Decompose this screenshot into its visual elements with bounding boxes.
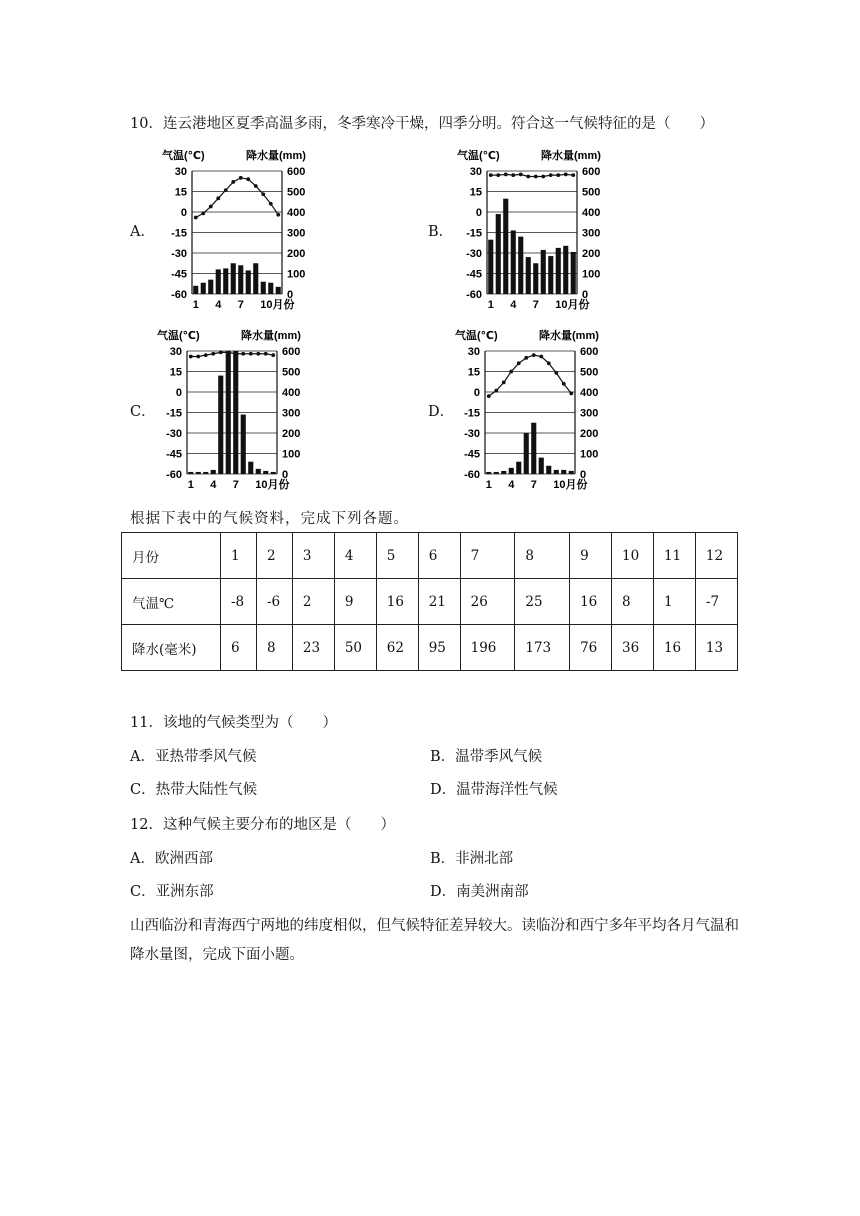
right-tick-label: 600: [582, 166, 601, 178]
left-tick-label: -30: [166, 428, 182, 440]
table-cell: 173: [515, 625, 570, 671]
table-cell: 26: [460, 579, 515, 625]
right-tick-label: 300: [580, 407, 599, 420]
x-tick-label: 1: [192, 299, 199, 311]
table-row-header: 降水(毫米): [122, 625, 221, 671]
x-tick-label: 10月份: [260, 299, 295, 311]
left-tick-label: 30: [174, 166, 187, 178]
table-cell: 1: [653, 579, 695, 625]
precipitation-bar: [223, 268, 228, 294]
right-axis-title: 降水量(mm): [246, 150, 306, 162]
table-cell: 6: [418, 533, 460, 579]
temperature-point: [502, 381, 506, 385]
x-tick-label: 7: [532, 299, 539, 311]
left-tick-label: 30: [169, 346, 182, 358]
temperature-point: [194, 216, 198, 220]
climate-chart-d: [453, 326, 603, 496]
precipitation-bar: [261, 282, 266, 294]
question-12-stem: 12．这种气候主要分布的地区是（ ）: [130, 817, 395, 833]
left-tick-label: -30: [464, 428, 480, 440]
temperature-point: [526, 175, 530, 179]
right-tick-label: 100: [287, 268, 306, 281]
right-tick-label: 0: [282, 469, 289, 481]
temperature-point: [524, 356, 528, 360]
q12-option-c: C．亚洲东部: [130, 884, 214, 900]
precipitation-bar: [569, 471, 574, 474]
precipitation-bar: [533, 263, 538, 294]
table-cell: 6: [221, 625, 257, 671]
climate-chart-a: [160, 146, 310, 316]
question-10-stem: 10．连云港地区夏季高温多雨，冬季寒冷干燥，四季分明。符合这一气候特征的是（ ）: [130, 116, 714, 132]
right-tick-label: 400: [580, 387, 599, 399]
right-axis-title: 降水量(mm): [539, 330, 599, 342]
left-tick-label: 0: [473, 387, 480, 399]
table-cell: 16: [653, 625, 695, 671]
precipitation-bar: [541, 250, 546, 294]
left-axis-title: 气温(℃): [457, 150, 500, 162]
right-tick-label: 200: [282, 428, 301, 440]
precipitation-bar: [216, 269, 221, 294]
temperature-point: [239, 176, 243, 180]
precipitation-bar: [563, 246, 568, 294]
precipitation-bar: [208, 280, 213, 294]
table-row-header: 月份: [122, 533, 221, 579]
right-tick-label: 0: [580, 469, 587, 481]
table-cell: -7: [695, 579, 737, 625]
temperature-point: [569, 391, 573, 395]
table-cell: 13: [695, 625, 737, 671]
precipitation-bar: [496, 214, 501, 294]
table-cell: 62: [376, 625, 418, 671]
left-tick-label: 30: [467, 346, 480, 358]
precipitation-bar: [248, 462, 253, 474]
q11-option-b: B．温带季风气候: [430, 749, 543, 765]
precipitation-bar: [561, 470, 566, 474]
temperature-point: [211, 352, 215, 356]
temperature-point: [264, 352, 268, 356]
temperature-point: [549, 173, 553, 177]
table-cell: 4: [334, 533, 376, 579]
table-cell: 12: [695, 533, 737, 579]
q12-option-b: B．非洲北部: [430, 851, 514, 867]
temperature-point: [231, 180, 235, 184]
temperature-point: [256, 352, 260, 356]
right-tick-label: 600: [580, 346, 599, 358]
temperature-point: [249, 352, 253, 356]
left-tick-label: 15: [174, 186, 187, 199]
table-cell: 16: [570, 579, 612, 625]
right-tick-label: 500: [582, 186, 601, 199]
x-tick-label: 10月份: [555, 299, 590, 311]
temperature-point: [509, 370, 513, 374]
x-tick-label: 1: [187, 479, 194, 491]
table-intro: 根据下表中的气候资料，完成下列各题。: [130, 511, 409, 527]
q12-option-a: A．欧洲西部: [130, 851, 213, 867]
left-tick-label: -60: [171, 289, 187, 301]
left-tick-label: -60: [166, 469, 182, 481]
temperature-point: [209, 205, 213, 209]
option-d-label: D．: [428, 404, 455, 420]
precipitation-bar: [253, 263, 258, 294]
precipitation-bar: [271, 472, 276, 474]
temperature-point: [261, 192, 265, 196]
x-tick-label: 4: [215, 299, 222, 311]
left-tick-label: -45: [166, 448, 182, 461]
table-cell: 8: [612, 579, 654, 625]
precipitation-bar: [524, 433, 529, 474]
table-cell: -8: [221, 579, 257, 625]
precipitation-bar: [276, 287, 281, 294]
temperature-point: [496, 173, 500, 177]
temperature-point: [539, 355, 543, 359]
question-11-stem: 11．该地的气候类型为（ ）: [130, 715, 337, 731]
precipitation-bar: [526, 257, 531, 294]
precipitation-bar: [256, 469, 261, 474]
x-tick-label: 7: [232, 479, 239, 491]
left-tick-label: -15: [166, 407, 182, 420]
q11-option-c: C．热带大陆性气候: [130, 782, 258, 798]
table-cell: 7: [460, 533, 515, 579]
left-tick-label: 30: [469, 166, 482, 178]
temperature-point: [487, 394, 491, 398]
precipitation-bar: [188, 472, 193, 474]
temperature-line: [491, 174, 574, 176]
table-cell: 76: [570, 625, 612, 671]
right-tick-label: 200: [287, 248, 306, 260]
left-tick-label: 15: [469, 186, 482, 199]
option-c-label: C．: [130, 404, 156, 420]
table-cell: 2: [256, 533, 292, 579]
x-tick-label: 10月份: [255, 479, 290, 491]
right-tick-label: 500: [580, 366, 599, 379]
precipitation-bar: [509, 468, 514, 474]
table-cell: 3: [292, 533, 334, 579]
temperature-point: [511, 173, 515, 177]
table-cell: 23: [292, 625, 334, 671]
left-axis-title: 气温(℃): [157, 330, 200, 342]
temperature-point: [269, 202, 273, 206]
x-tick-label: 1: [485, 479, 492, 491]
precipitation-bar: [218, 376, 223, 474]
left-tick-label: -45: [464, 448, 480, 461]
x-tick-label: 4: [210, 479, 217, 491]
climate-data-table: [121, 532, 738, 671]
table-cell: 9: [570, 533, 612, 579]
precipitation-bar: [193, 286, 198, 294]
table-cell: 196: [460, 625, 515, 671]
temperature-point: [554, 371, 558, 375]
left-axis-title: 气温(℃): [162, 150, 205, 162]
left-axis-title: 气温(℃): [455, 330, 498, 342]
temperature-point: [556, 173, 560, 177]
precipitation-bar: [196, 472, 201, 474]
precipitation-bar: [211, 470, 216, 474]
precipitation-bar: [238, 265, 243, 294]
temperature-point: [234, 352, 238, 356]
x-tick-label: 4: [510, 299, 517, 311]
x-tick-label: 7: [237, 299, 244, 311]
passage-linfen-xining: 山西临汾和青海西宁两地的纬度相似，但气候特征差异较大。读临汾和西宁多年平均各月气温和降水量图，完成下面小题。: [130, 918, 739, 963]
right-axis-title: 降水量(mm): [541, 150, 601, 162]
temperature-point: [547, 361, 551, 365]
temperature-point: [201, 211, 205, 215]
table-row: [122, 625, 738, 671]
left-tick-label: 0: [175, 387, 182, 399]
right-tick-label: 200: [580, 428, 599, 440]
precipitation-bar: [201, 283, 206, 294]
precipitation-bar: [571, 252, 576, 294]
precipitation-bar: [548, 256, 553, 294]
right-tick-label: 100: [582, 268, 601, 281]
precipitation-bar: [203, 472, 208, 474]
table-row-header: 气温℃: [122, 579, 221, 625]
precipitation-bar: [503, 199, 508, 294]
left-tick-label: -30: [466, 248, 482, 260]
right-tick-label: 0: [582, 289, 589, 301]
table-cell: 9: [334, 579, 376, 625]
temperature-point: [224, 188, 228, 192]
precipitation-bar: [488, 240, 493, 294]
q12-option-d: D．南美洲南部: [430, 884, 529, 900]
temperature-point: [541, 175, 545, 179]
precipitation-bar: [554, 470, 559, 474]
left-tick-label: -15: [466, 227, 482, 240]
table-cell: 25: [515, 579, 570, 625]
temperature-point: [196, 355, 200, 359]
temperature-point: [271, 353, 275, 357]
left-tick-label: -45: [171, 268, 187, 281]
left-tick-label: 0: [475, 207, 482, 219]
temperature-point: [519, 173, 523, 177]
right-tick-label: 100: [580, 448, 599, 461]
option-b-label: B．: [428, 224, 454, 240]
table-cell: 10: [612, 533, 654, 579]
option-a-label: A．: [130, 224, 155, 240]
precipitation-bar: [486, 472, 491, 474]
temperature-line: [489, 355, 572, 396]
temperature-point: [254, 184, 258, 188]
precipitation-bar: [494, 472, 499, 474]
table-cell: 1: [221, 533, 257, 579]
right-tick-label: 400: [282, 387, 301, 399]
right-tick-label: 300: [287, 227, 306, 240]
precipitation-bar: [241, 415, 246, 474]
q11-option-a: A．亚热带季风气候: [130, 749, 257, 765]
left-tick-label: -30: [171, 248, 187, 260]
precipitation-bar: [501, 471, 506, 474]
temperature-point: [226, 350, 230, 354]
right-tick-label: 600: [287, 166, 306, 178]
left-tick-label: -45: [466, 268, 482, 281]
table-cell: 36: [612, 625, 654, 671]
left-tick-label: 15: [169, 366, 182, 379]
left-tick-label: 15: [467, 366, 480, 379]
temperature-point: [562, 382, 566, 386]
temperature-point: [241, 352, 245, 356]
right-tick-label: 300: [582, 227, 601, 240]
right-tick-label: 300: [282, 407, 301, 420]
temperature-point: [276, 213, 280, 217]
table-cell: 16: [376, 579, 418, 625]
temperature-point: [489, 173, 493, 177]
x-tick-label: 10月份: [553, 479, 588, 491]
temperature-point: [504, 173, 508, 177]
right-tick-label: 200: [582, 248, 601, 260]
precipitation-bar: [268, 283, 273, 294]
x-tick-label: 4: [508, 479, 515, 491]
temperature-point: [517, 361, 521, 365]
table-cell: -6: [256, 579, 292, 625]
right-tick-label: 400: [582, 207, 601, 219]
table-cell: 95: [418, 625, 460, 671]
table-cell: 11: [653, 533, 695, 579]
table-cell: 2: [292, 579, 334, 625]
left-tick-label: -60: [466, 289, 482, 301]
precipitation-bar: [233, 351, 238, 474]
right-tick-label: 400: [287, 207, 306, 219]
table-cell: 21: [418, 579, 460, 625]
table-cell: 8: [515, 533, 570, 579]
temperature-point: [494, 389, 498, 393]
temperature-point: [216, 196, 220, 200]
precipitation-bar: [231, 263, 236, 294]
temperature-point: [571, 173, 575, 177]
left-tick-label: -60: [464, 469, 480, 481]
left-tick-label: 0: [180, 207, 187, 219]
temperature-point: [219, 350, 223, 354]
table-row: [122, 533, 738, 579]
table-cell: 50: [334, 625, 376, 671]
x-tick-label: 1: [487, 299, 494, 311]
precipitation-bar: [546, 466, 551, 474]
right-tick-label: 0: [287, 289, 294, 301]
table-cell: 5: [376, 533, 418, 579]
left-tick-label: -15: [171, 227, 187, 240]
climate-chart-b: [455, 146, 605, 316]
x-tick-label: 7: [530, 479, 537, 491]
right-tick-label: 500: [287, 186, 306, 199]
temperature-line: [191, 352, 274, 356]
climate-chart-c: [155, 326, 305, 496]
precipitation-bar: [539, 458, 544, 474]
precipitation-bar: [246, 270, 251, 294]
temperature-point: [532, 353, 536, 357]
right-tick-label: 600: [282, 346, 301, 358]
right-tick-label: 500: [282, 366, 301, 379]
temperature-point: [534, 175, 538, 179]
precipitation-bar: [226, 351, 231, 474]
temperature-point: [204, 353, 208, 357]
precipitation-bar: [263, 471, 268, 474]
precipitation-bar: [516, 462, 521, 474]
right-tick-label: 100: [282, 448, 301, 461]
temperature-point: [564, 173, 568, 177]
precipitation-bar: [531, 423, 536, 474]
precipitation-bar: [556, 248, 561, 294]
q11-option-d: D．温带海洋性气候: [430, 782, 558, 798]
table-cell: 8: [256, 625, 292, 671]
precipitation-bar: [518, 237, 523, 294]
table-row: [122, 579, 738, 625]
right-axis-title: 降水量(mm): [241, 330, 301, 342]
temperature-point: [189, 355, 193, 359]
precipitation-bar: [511, 230, 516, 294]
temperature-point: [246, 177, 250, 181]
temperature-line: [196, 178, 279, 218]
left-tick-label: -15: [464, 407, 480, 420]
